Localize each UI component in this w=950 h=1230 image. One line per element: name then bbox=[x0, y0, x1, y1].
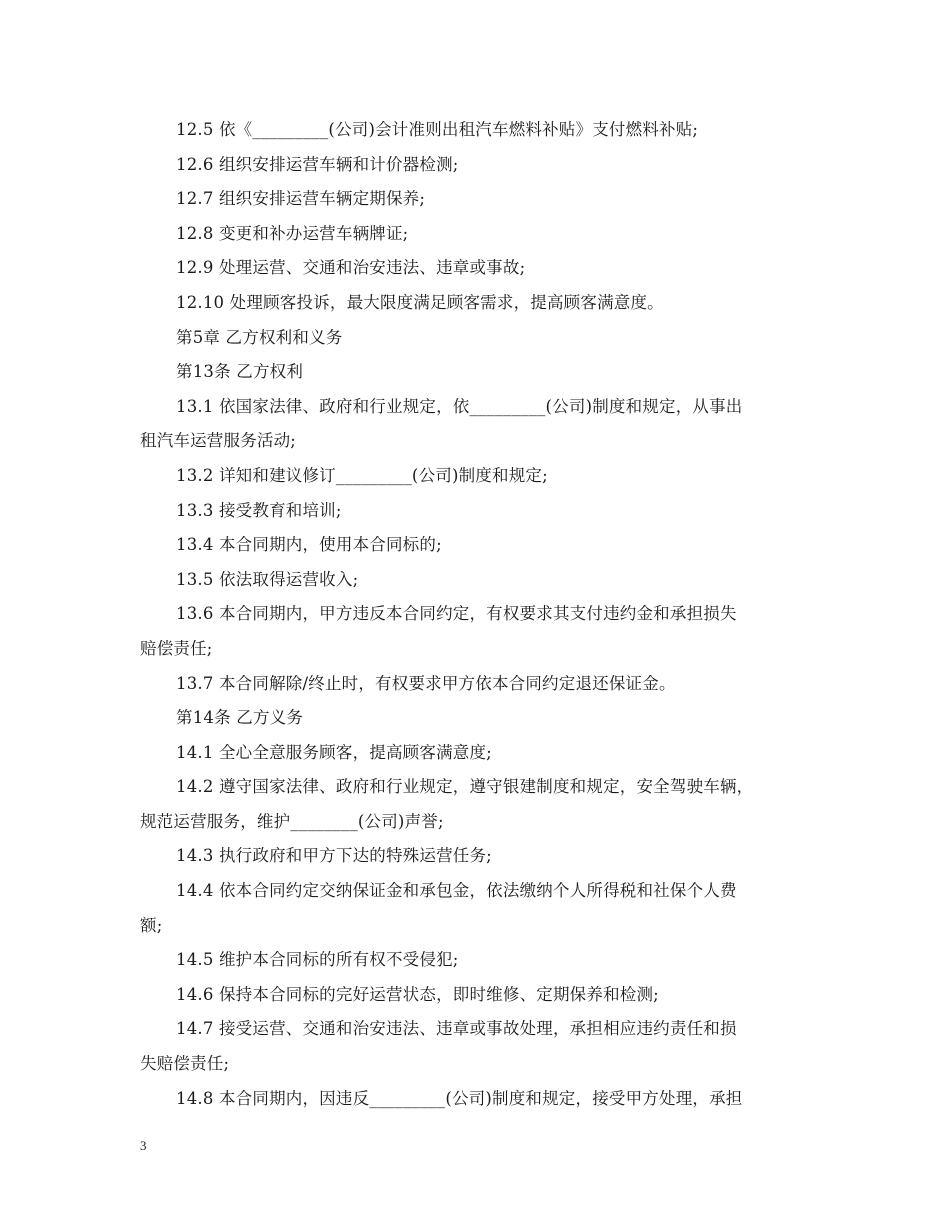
text-line: 12.9 处理运营、交通和治安违法、违章或事故; bbox=[176, 258, 526, 278]
text-line: 14.8 本合同期内，因违反_________(公司)制度和规定，接受甲方处理，承担 bbox=[176, 1088, 743, 1108]
text-line: 12.5 依《_________(公司)会计准则出租汽车燃料补贴》支付燃料补贴; bbox=[176, 120, 699, 139]
text-line: 额; bbox=[140, 915, 163, 935]
text-line: 失赔偿责任; bbox=[140, 1054, 230, 1074]
document-body bbox=[140, 113, 820, 1116]
text-line: 14.1 全心全意服务顾客，提高顾客满意度; bbox=[176, 742, 492, 762]
text-line: 14.7 接受运营、交通和治安违法、违章或事故处理，承担相应违约责任和损 bbox=[176, 1019, 737, 1039]
text-line: 13.5 依法取得运营收入; bbox=[176, 569, 359, 589]
text-line: 14.2 遵守国家法律、政府和行业规定，遵守银建制度和规定，安全驾驶车辆， bbox=[176, 777, 754, 797]
text-line: 12.7 组织安排运营车辆定期保养; bbox=[176, 189, 426, 209]
text-line: 14.4 依本合同约定交纳保证金和承包金，依法缴纳个人所得税和社保个人费 bbox=[176, 881, 737, 901]
text-line: 规范运营服务，维护________(公司)声誉; bbox=[140, 811, 444, 831]
text-line: 14.5 维护本合同标的所有权不受侵犯; bbox=[176, 950, 459, 970]
text-line: 12.10 处理顾客投诉，最大限度满足顾客需求，提高顾客满意度。 bbox=[176, 292, 664, 312]
text-line: 13.4 本合同期内，使用本合同标的; bbox=[176, 535, 442, 555]
text-line: 12.8 变更和补办运营车辆牌证; bbox=[176, 223, 409, 243]
text-line: 租汽车运营服务活动; bbox=[140, 431, 297, 451]
text-line: 13.3 接受教育和培训; bbox=[176, 500, 342, 520]
text-line: 12.6 组织安排运营车辆和计价器检测; bbox=[176, 154, 459, 174]
text-line: 14.3 执行政府和甲方下达的特殊运营任务; bbox=[176, 846, 492, 866]
text-line: 13.2 详知和建议修订_________(公司)制度和规定; bbox=[176, 465, 548, 485]
text-line: 第14条 乙方义务 bbox=[176, 708, 304, 728]
text-line: 13.7 本合同解除/终止时，有权要求甲方依本合同约定退还保证金。 bbox=[176, 673, 676, 693]
text-line: 第5章 乙方权利和义务 bbox=[176, 327, 343, 347]
page-number: 3 bbox=[140, 1138, 147, 1153]
text-line: 13.6 本合同期内，甲方违反本合同约定，有权要求其支付违约金和承担损失 bbox=[176, 604, 737, 624]
text-line: 14.6 保持本合同标的完好运营状态，即时维修、定期保养和检测; bbox=[176, 984, 659, 1004]
text-line: 13.1 依国家法律、政府和行业规定，依_________(公司)制度和规定，从事出 bbox=[176, 396, 743, 416]
text-line: 赔偿责任; bbox=[140, 638, 213, 658]
text-line: 第13条 乙方权利 bbox=[176, 362, 304, 382]
